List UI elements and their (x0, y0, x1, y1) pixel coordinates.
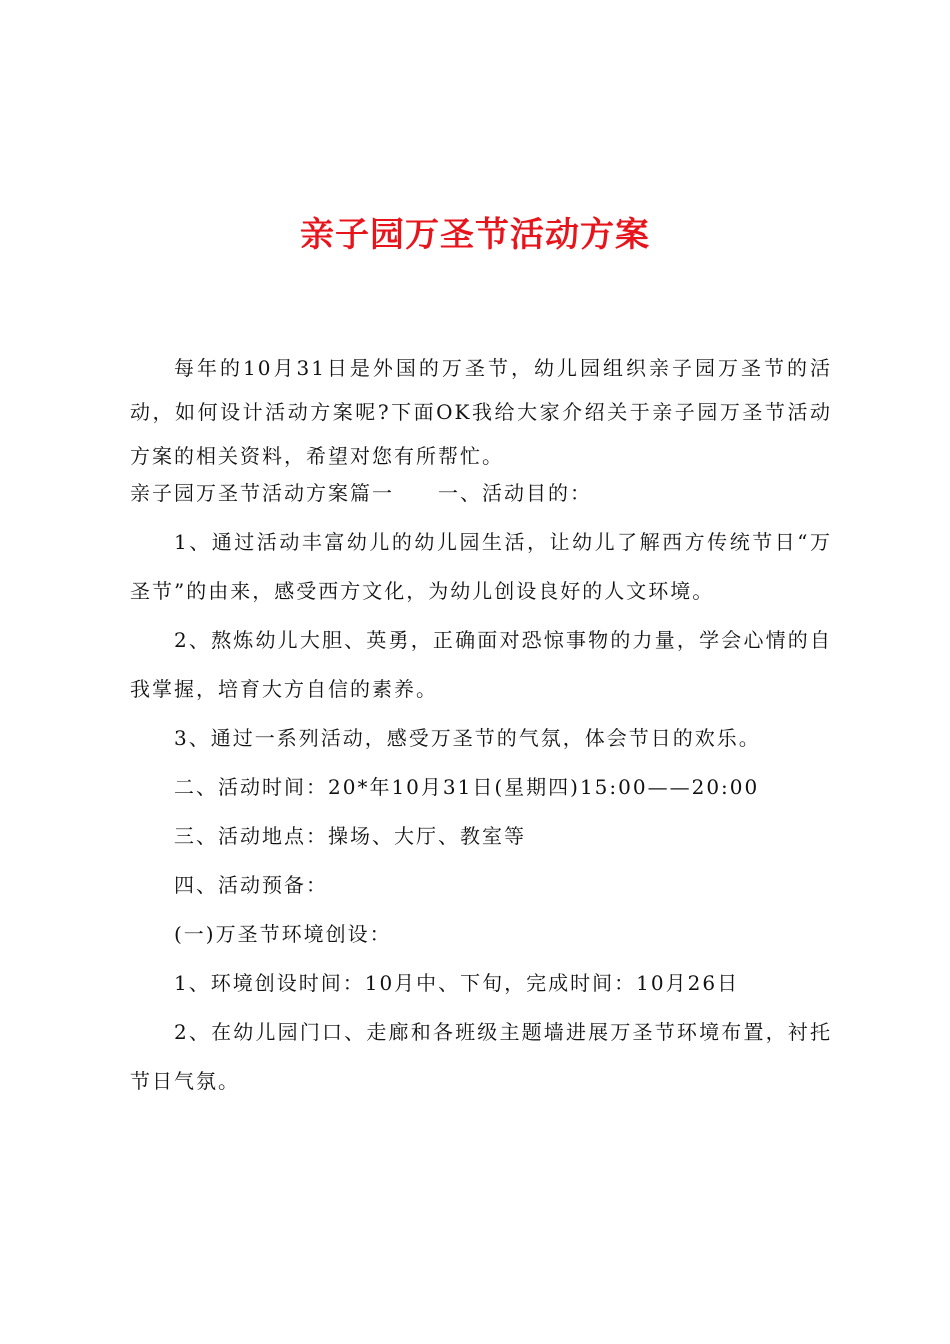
activity-time: 二、活动时间：20*年10月31日(星期四)15:00——20:00 (174, 775, 760, 799)
goal-item-1: 1、通过活动丰富幼儿的幼儿园生活，让幼儿了解西方传统节日“万圣节”的由来，感受西方文化，为幼儿创设良好的人文环境。 (130, 530, 832, 603)
environment-item-2: 2、在幼儿园门口、走廊和各班级主题墙进展万圣节环境布置，衬托节日气氛。 (130, 1020, 832, 1093)
goal-item-3: 3、通过一系列活动，感受万圣节的气氛，体会节日的欢乐。 (174, 726, 761, 750)
environment-setup-heading: (一)万圣节环境创设： (174, 922, 392, 946)
section-heading: 亲子园万圣节活动方案篇一 一、活动目的： (130, 481, 592, 505)
goal-item-2: 2、熬炼幼儿大胆、英勇，正确面对恐惊事物的力量，学会心情的自我掌握，培育大方自信的素养。 (130, 628, 832, 701)
intro-paragraph: 每年的10月31日是外国的万圣节，幼儿园组织亲子园万圣节的活动，如何设计活动方案呢?下面OK我给大家介绍关于亲子园万圣节活动方案的相关资料，希望对您有所帮忙。 (130, 356, 832, 468)
document-body (130, 346, 832, 1106)
environment-item-1: 1、环境创设时间：10月中、下旬，完成时间：10月26日 (174, 971, 740, 995)
document-title: 亲子园万圣节活动方案 (300, 215, 650, 255)
activity-location: 三、活动地点：操场、大厅、教室等 (174, 824, 526, 848)
activity-preparation-heading: 四、活动预备： (174, 873, 328, 897)
